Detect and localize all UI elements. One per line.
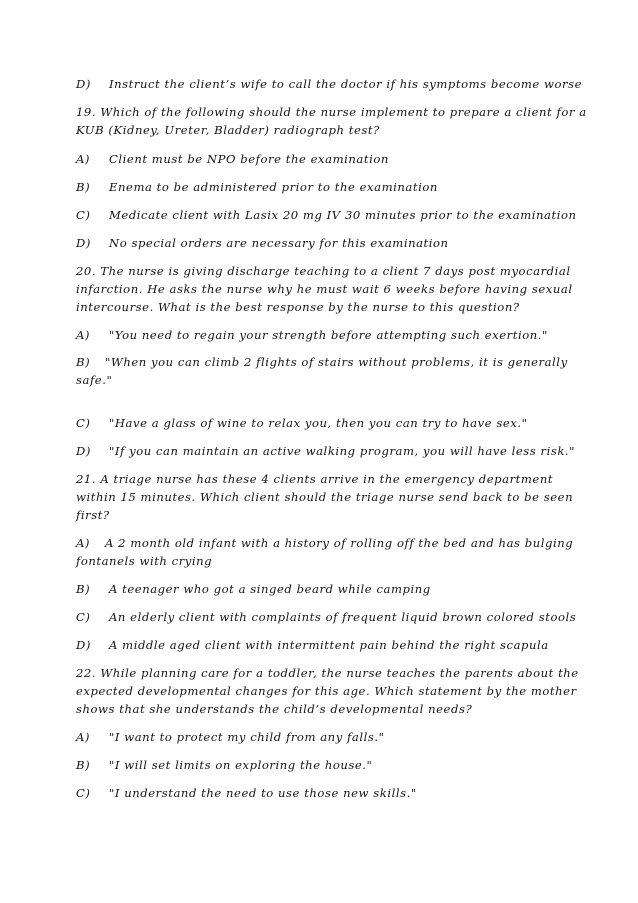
option-letter: A) xyxy=(76,730,90,744)
q19-stem-line2: KUB (Kidney, Ureter, Bladder) radiograph test? xyxy=(76,123,380,137)
option-text: "Have a glass of wine to relax you, then you can try to have sex." xyxy=(109,416,528,430)
q20-option-b-line2: safe." xyxy=(76,373,113,387)
option-text: "If you can maintain an active walking program, you will have less risk." xyxy=(109,444,576,458)
option-letter: A) xyxy=(76,536,90,550)
q21-stem-line2: within 15 minutes. Which client should the triage nurse send back to be seen xyxy=(76,490,574,504)
option-letter: B) xyxy=(76,758,91,772)
q22-stem-line2: expected developmental changes for this age. Which statement by the mother xyxy=(76,684,577,698)
option-text: "When you can climb 2 flights of stairs without problems, it is generally xyxy=(105,355,568,369)
q18-option-d xyxy=(76,75,582,93)
q22-option-b xyxy=(76,756,372,774)
option-text: A 2 month old infant with a history of rolling off the bed and has bulging xyxy=(105,536,574,550)
q20-stem-line2: infarction. He asks the nurse why he must wait 6 weeks before having sexual xyxy=(76,282,573,296)
option-text: "You need to regain your strength before attempting such exertion." xyxy=(109,328,548,342)
option-text: "I will set limits on exploring the house." xyxy=(109,758,373,772)
q19-option-c xyxy=(76,206,577,224)
q20-option-b-line1 xyxy=(76,353,568,371)
option-text: Medicate client with Lasix 20 mg IV 30 minutes prior to the examination xyxy=(109,208,577,222)
q20-stem-line3: intercourse. What is the best response by the nurse to this question? xyxy=(76,300,520,314)
option-text: A middle aged client with intermittent pain behind the right scapula xyxy=(109,638,549,652)
option-letter: B) xyxy=(76,582,91,596)
q22-stem-line1: 22. While planning care for a toddler, the nurse teaches the parents about the xyxy=(76,666,579,680)
q19-option-d xyxy=(76,234,449,252)
q22-option-a xyxy=(76,728,384,746)
option-text: "I want to protect my child from any falls." xyxy=(109,730,385,744)
option-text: No special orders are necessary for this examination xyxy=(109,236,449,250)
option-letter: C) xyxy=(76,786,91,800)
option-letter: D) xyxy=(76,77,91,91)
q20-option-d xyxy=(76,442,575,460)
q21-stem-line1: 21. A triage nurse has these 4 clients arrive in the emergency department xyxy=(76,472,554,486)
q21-option-d xyxy=(76,636,549,654)
q20-option-c xyxy=(76,414,528,432)
option-text: "I understand the need to use those new skills." xyxy=(109,786,417,800)
q22-option-c xyxy=(76,784,417,802)
option-letter: D) xyxy=(76,638,91,652)
option-letter: C) xyxy=(76,208,91,222)
q21-option-c xyxy=(76,608,576,626)
option-letter: D) xyxy=(76,444,91,458)
option-letter: C) xyxy=(76,416,91,430)
option-letter: B) xyxy=(76,355,91,369)
q20-option-a xyxy=(76,326,548,344)
q19-option-b xyxy=(76,178,438,196)
q19-option-a xyxy=(76,150,389,168)
q19-stem-line1: 19. Which of the following should the nurse implement to prepare a client for a xyxy=(76,105,587,119)
q21-option-a-line2: fontanels with crying xyxy=(76,554,213,568)
option-letter: A) xyxy=(76,328,90,342)
option-letter: D) xyxy=(76,236,91,250)
option-text: A teenager who got a singed beard while camping xyxy=(109,582,431,596)
option-text: Client must be NPO before the examination xyxy=(109,152,389,166)
q20-stem-line1: 20. The nurse is giving discharge teaching to a client 7 days post myocardial xyxy=(76,264,571,278)
option-text: An elderly client with complaints of frequent liquid brown colored stools xyxy=(109,610,577,624)
option-text: Enema to be administered prior to the examination xyxy=(109,180,438,194)
q21-option-a-line1 xyxy=(76,534,573,552)
option-text: Instruct the client’s wife to call the doctor if his symptoms become worse xyxy=(109,77,583,91)
q21-stem-line3: first? xyxy=(76,508,110,522)
option-letter: A) xyxy=(76,152,90,166)
option-letter: B) xyxy=(76,180,91,194)
q22-stem-line3: shows that she understands the child’s developmental needs? xyxy=(76,702,473,716)
q21-option-b xyxy=(76,580,431,598)
option-letter: C) xyxy=(76,610,91,624)
